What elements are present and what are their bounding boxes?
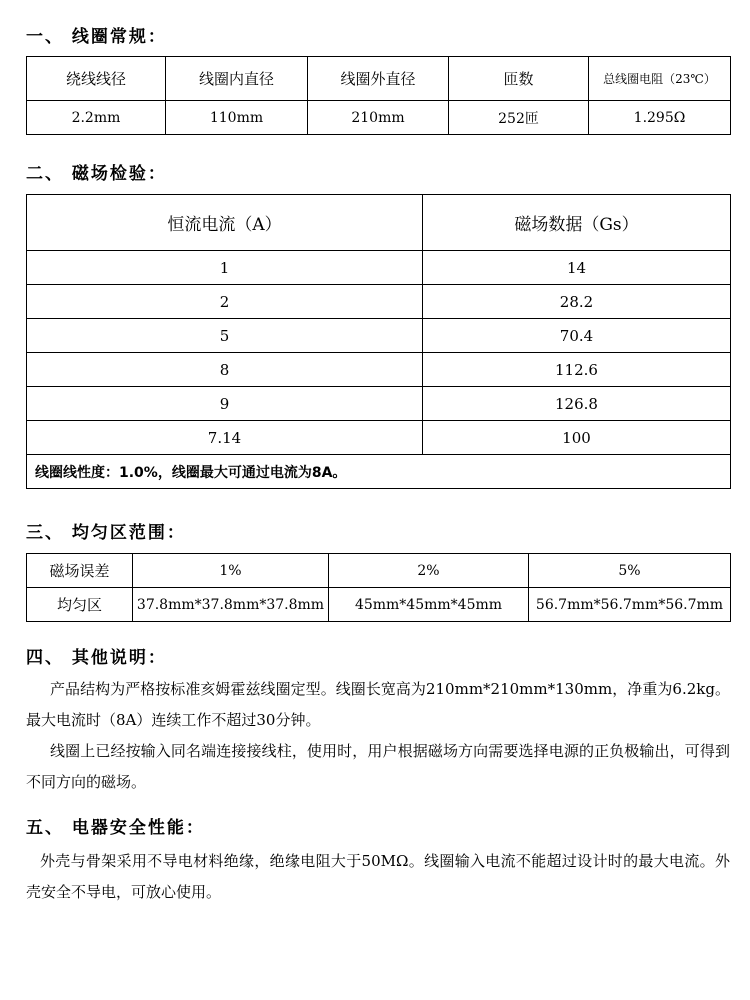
value-cell: 252匝 <box>449 101 589 135</box>
table-row <box>27 353 731 387</box>
table-row <box>27 421 731 455</box>
current-cell: 5 <box>27 319 423 353</box>
uniform-region-table <box>26 553 731 622</box>
linearity-note: 线圈线性度：1.0%，线圈最大可通过电流为8A。 <box>27 455 731 489</box>
header-cell: 线圈内直径 <box>166 57 308 101</box>
value-cell: 1.295Ω <box>589 101 731 135</box>
current-cell: 7.14 <box>27 421 423 455</box>
linearity-note-row <box>27 455 731 489</box>
value-cell: 210mm <box>308 101 449 135</box>
error-cell: 5% <box>529 554 731 588</box>
region-cell: 56.7mm*56.7mm*56.7mm <box>529 588 731 622</box>
header-cell: 匝数 <box>449 57 589 101</box>
magnetic-field-table <box>26 194 731 489</box>
table-header-row <box>27 554 731 588</box>
current-cell: 8 <box>27 353 423 387</box>
section-2-heading: 二、 磁场检验： <box>26 164 167 184</box>
table-row <box>27 285 731 319</box>
current-cell: 2 <box>27 285 423 319</box>
field-cell: 126.8 <box>423 387 731 421</box>
field-cell: 112.6 <box>423 353 731 387</box>
field-cell: 14 <box>423 251 731 285</box>
header-cell: 绕线线径 <box>27 57 166 101</box>
section-4-heading: 四、 其他说明： <box>26 648 167 668</box>
region-cell: 45mm*45mm*45mm <box>329 588 529 622</box>
current-cell: 1 <box>27 251 423 285</box>
field-cell: 28.2 <box>423 285 731 319</box>
safety-paragraph: 外壳与骨架采用不导电材料绝缘，绝缘电阻大于50MΩ。线圈输入电流不能超过设计时的最大电流。外壳安全不导电，可放心使用。 <box>26 852 730 901</box>
section-1-heading: 一、 线圈常规： <box>26 27 167 47</box>
terminal-paragraph: 线圈上已经按输入同名端连接接线柱，使用时，用户根据磁场方向需要选择电源的正负极输出，可得到不同方向的磁场。 <box>26 742 730 791</box>
value-cell: 110mm <box>166 101 308 135</box>
table-row <box>27 588 731 622</box>
field-cell: 70.4 <box>423 319 731 353</box>
header-cell: 恒流电流（A） <box>27 195 423 251</box>
header-cell: 线圈外直径 <box>308 57 449 101</box>
section-5-heading: 五、 电器安全性能： <box>26 818 205 838</box>
header-cell: 磁场数据（Gs） <box>423 195 731 251</box>
section-3-heading: 三、 均匀区范围： <box>26 523 186 543</box>
table-header-row <box>27 57 731 101</box>
error-cell: 1% <box>133 554 329 588</box>
table-row <box>27 387 731 421</box>
region-cell: 37.8mm*37.8mm*37.8mm <box>133 588 329 622</box>
value-cell: 2.2mm <box>27 101 166 135</box>
structure-paragraph: 产品结构为严格按标准亥姆霍兹线圈定型。线圈长宽高为210mm*210mm*130mm，净重为6.2kg。最大电流时（8A）连续工作不超过30分钟。 <box>26 680 730 729</box>
header-cell: 总线圈电阻（23℃） <box>589 57 731 101</box>
table-row <box>27 251 731 285</box>
field-cell: 100 <box>423 421 731 455</box>
current-cell: 9 <box>27 387 423 421</box>
table-row <box>27 101 731 135</box>
error-label-cell: 磁场误差 <box>27 554 133 588</box>
coil-spec-table <box>26 56 731 135</box>
table-row <box>27 319 731 353</box>
error-cell: 2% <box>329 554 529 588</box>
region-label-cell: 均匀区 <box>27 588 133 622</box>
table-header-row <box>27 195 731 251</box>
